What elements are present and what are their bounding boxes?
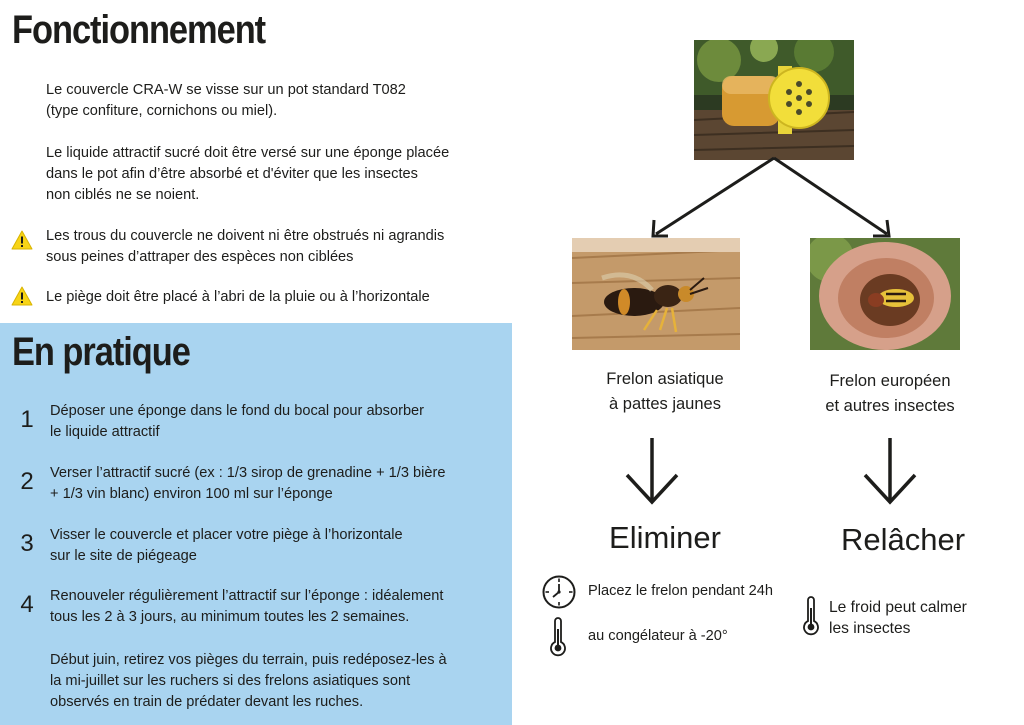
warning-text-holes: Les trous du couvercle ne doivent ni être obstrués ni agrandis sous peines d’attraper des espèces non ciblées bbox=[46, 228, 445, 265]
split-arrows bbox=[560, 150, 980, 250]
european-hornet-photo bbox=[810, 238, 960, 350]
step-number: 2 bbox=[20, 468, 34, 495]
paragraph-lid-info: Le couvercle CRA-W se visse sur un pot standard T082 (type confiture, cornichons ou miel). bbox=[46, 82, 406, 119]
step-text: Renouveler régulièrement l’attractif sur l’éponge : idéalement tous les 2 à 3 jours, au minimum toutes les 2 semaines. bbox=[50, 588, 444, 625]
section-title-en-pratique: En pratique bbox=[12, 330, 190, 374]
thermometer-icon bbox=[801, 596, 821, 636]
step-text: Visser le couvercle et placer votre piège à l’horizontale sur le site de piégeage bbox=[50, 527, 403, 564]
down-arrow-icon bbox=[862, 436, 918, 506]
step-text: Verser l’attractif sucré (ex : 1/3 sirop de grenadine + 1/3 bière + 1/3 vin blanc) environ 100 ml sur l’éponge bbox=[50, 465, 446, 502]
warning-text-rain: Le piège doit être placé à l’abri de la pluie ou à l’horizontale bbox=[46, 289, 430, 305]
step-text: Déposer une éponge dans le fond du bocal pour absorber le liquide attractif bbox=[50, 403, 425, 440]
step-number: 1 bbox=[20, 406, 34, 433]
action-eliminate: Eliminer bbox=[609, 520, 721, 555]
down-arrow-icon bbox=[624, 436, 680, 506]
trap-jar-photo bbox=[694, 40, 854, 160]
paragraph-liquid-info: Le liquide attractif sucré doit être versé sur une éponge placée dans le pot afin d’être absorbé et d'éviter que les insectes non ciblés ne se noient. bbox=[46, 145, 450, 203]
action-release: Relâcher bbox=[840, 522, 966, 557]
thermometer-icon bbox=[548, 617, 568, 657]
step-number: 4 bbox=[20, 591, 34, 618]
warning-triangle-icon bbox=[11, 230, 33, 250]
note-freezer-temp: au congélateur à -20° bbox=[588, 628, 728, 644]
step-number: 3 bbox=[20, 530, 34, 557]
clock-icon bbox=[541, 574, 577, 610]
closing-note: Début juin, retirez vos pièges du terrain, puis redéposez-les à la mi-juillet sur les ruchers si des frelons asiatiques sont observés en train de prédater devant les ruches. bbox=[50, 652, 447, 710]
asian-hornet-photo bbox=[572, 238, 740, 350]
warning-triangle-icon bbox=[11, 286, 33, 306]
caption-european-hornet: Frelon européen et autres insectes bbox=[825, 372, 955, 415]
section-title-fonctionnement: Fonctionnement bbox=[12, 8, 266, 52]
caption-asian-hornet: Frelon asiatique à pattes jaunes bbox=[606, 370, 724, 413]
note-cold-calms: Le froid peut calmer les insectes bbox=[829, 599, 967, 637]
note-freeze-duration: Placez le frelon pendant 24h bbox=[588, 583, 773, 599]
